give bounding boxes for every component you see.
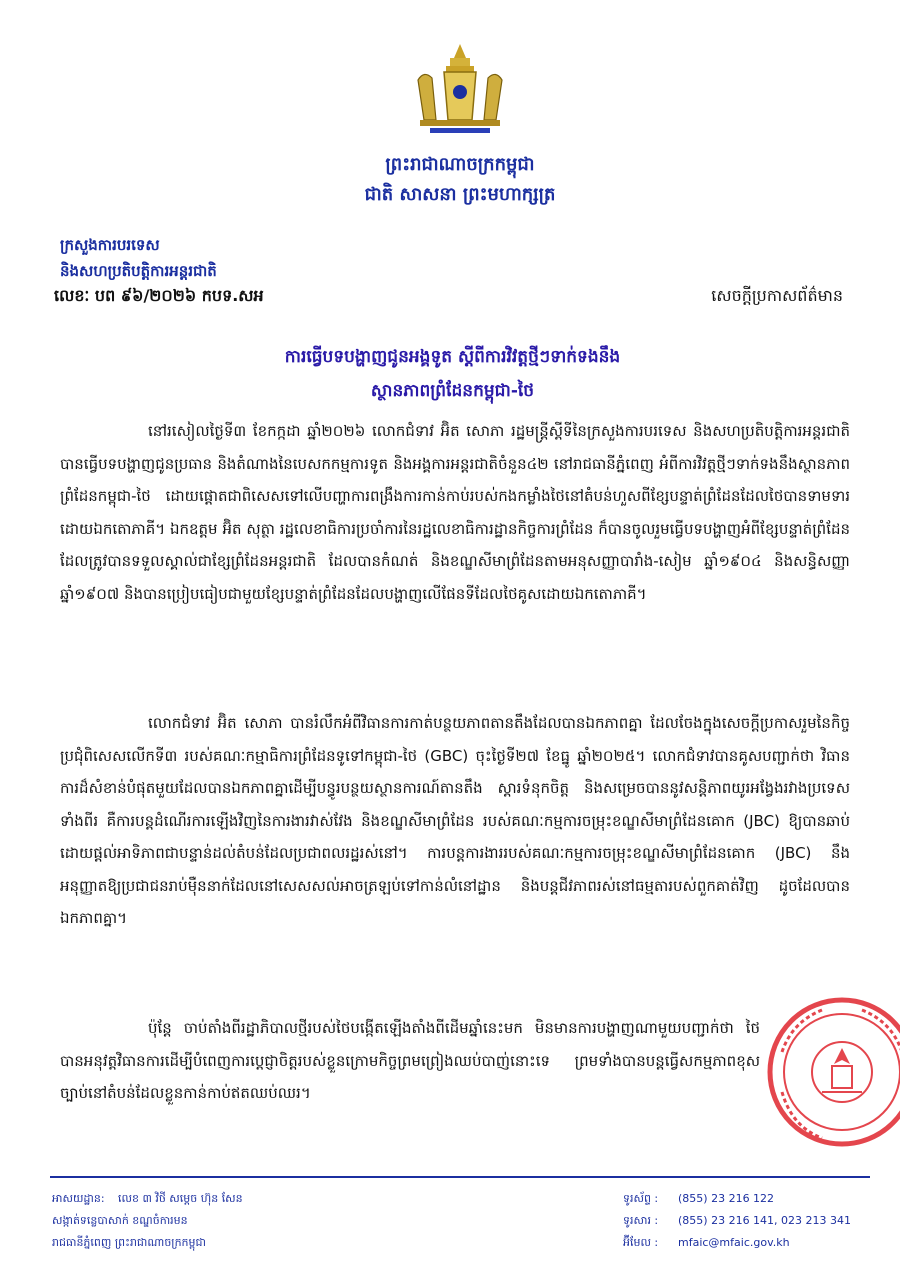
address-line-3: រាជធានីភ្នំពេញ ព្រះរាជាណាចក្រកម្ពុជា: [52, 1236, 206, 1249]
reference-number: លេខៈ បព ៩៦/២០២៦ កបទ.សអ: [54, 286, 264, 305]
ministry-name: [60, 232, 217, 284]
fax-label: ទូរសារ :: [623, 1214, 659, 1227]
address-label: អាសយដ្ឋាន:: [52, 1192, 105, 1205]
paragraph-2: លោកជំទាវ អ៊ិត សោភា បានរំលឹកអំពីវិធានការកាត់បន្ថយភាពតានតឹងដែលបានឯកភាពគ្នា ដែលចែងក្នុងសេចក្តីប្រកាសរួមនៃកិច្ចប្រជុំពិសេសលើកទី៣ របស់គណៈកម្មាធិការព្រំដែនទូទៅកម្ពុជា-ថៃ (GBC) ចុះថ្ងៃទី២៧ ខែធ្នូ ឆ្នាំ២០២៥។ លោកជំទាវបានគូសបញ្ជាក់ថា វិធានការដ៏សំខាន់បំផុតមួយដែលបានឯកភាពគ្នាដើម្បីបន្ធូរបន្ថយស្ថានការណ៍តានតឹង ស្តារទំនុកចិត្ត និងសម្រេចបាននូវសន្តិភាពយូរអង្វែងរវាងប្រទេសទាំងពីរ គឺការបន្តដំណើរការឡើងវិញនៃការងារវាស់វែង និងខណ្ឌសីមាព្រំដែន របស់គណៈកម្មការចម្រុះខណ្ឌសីមាព្រំដែនគោក (JBC) ឱ្យបានឆាប់ ដោយផ្តល់អាទិភាពជាបន្ទាន់ដល់តំបន់ដែលប្រជាពលរដ្ឋរស់នៅ។ ការបន្តការងាររបស់គណៈកម្មការចម្រុះខណ្ឌសីមាព្រំដែនគោក (JBC) នឹងអនុញ្ញាតឱ្យប្រជាជនរាប់ម៉ឺននាក់ដែលនៅសេសសល់អាចត្រឡប់ទៅកាន់លំនៅដ្ឋាន និងបន្តជីវភាពរស់នៅធម្មតារបស់ពួកគាត់វិញ ដូចដែលបានឯកភាពគ្នា។: [60, 714, 850, 927]
footer-divider: [50, 1176, 870, 1178]
phone-value: (855) 23 216 122: [678, 1192, 775, 1205]
fax-value: (855) 23 216 141, 023 213 341: [678, 1214, 852, 1227]
phone-label: ទូរស័ព្ទ :: [623, 1192, 659, 1205]
title-line-2: ស្ថានភាពព្រំដែនកម្ពុជា-ថៃ: [370, 381, 535, 401]
ministry-line-2: និងសហប្រតិបត្តិការអន្តរជាតិ: [60, 262, 217, 280]
kingdom-heading: [300, 150, 620, 210]
royal-emblem-icon: [400, 40, 520, 140]
kingdom-line-2: ជាតិ សាសនា ព្រះមហាក្សត្រ: [364, 184, 556, 205]
paragraph-3: ប៉ុន្តែ ចាប់តាំងពីរដ្ឋាភិបាលថ្មីរបស់ថៃបង្កើតឡើងតាំងពីដើមឆ្នាំនេះមក មិនមានការបង្ហាញណាមួយបញ្ជាក់ថា ថៃបានអនុវត្តវិធានការដើម្បីបំពេញការប្តេជ្ញាចិត្តរបស់ខ្លួនក្រោមកិច្ចព្រមព្រៀងឈប់បាញ់នោះទេ ព្រមទាំងបានបន្តធ្វើសកម្មភាពខុសច្បាប់នៅតំបន់ដែលខ្លួនកាន់កាប់ឥតឈប់ឈរ។: [60, 1019, 760, 1102]
address-line-2: សង្កាត់ទន្លេបាសាក់ ខណ្ឌចំការមន: [52, 1214, 188, 1227]
footer-contacts: [623, 1188, 851, 1254]
official-seal-icon: [752, 992, 900, 1152]
title-line-1: ការធ្វើបទបង្ហាញជូនអង្គទូត ស្តីពីការវិវត្តថ្មីៗទាក់ទងនឹង: [284, 347, 621, 367]
document-title: [100, 340, 805, 408]
email-label: អ៊ីមែល :: [623, 1236, 659, 1249]
footer-address: [52, 1188, 243, 1254]
document-type: សេចក្តីប្រកាសព័ត៌មាន: [711, 286, 843, 305]
email-link[interactable]: mfaic@mfaic.gov.kh: [678, 1236, 790, 1249]
kingdom-line-1: ព្រះរាជាណាចក្រកម្ពុជា: [385, 154, 535, 175]
paragraph-1: នៅរសៀលថ្ងៃទី៣ ខែកក្កដា ឆ្នាំ២០២៦ លោកជំទាវ អ៊ិត សោភា រដ្ឋមន្ត្រីស្តីទីនៃក្រសួងការបរទេស និងសហប្រតិបត្តិការអន្តរជាតិ បានធ្វើបទបង្ហាញជូនប្រធាន និងតំណាងនៃបេសកកម្មការទូត និងអង្គការអន្តរជាតិចំនួន៤២ នៅរាជធានីភ្នំពេញ អំពីការវិវត្តថ្មីៗទាក់ទងនឹងស្ថានភាពព្រំដែនកម្ពុជា-ថៃ ដោយផ្តោតជាពិសេសទៅលើបញ្ហាការពង្រឹងការកាន់កាប់របស់កងកម្លាំងថៃនៅតំបន់ហួសពីខ្សែបន្ទាត់ព្រំដែនដែលថៃបានទាមទារដោយឯកតោភាគី។ ឯកឧត្តម អ៊ិត សុត្ថា រដ្ឋលេខាធិការប្រចាំការនៃរដ្ឋលេខាធិការដ្ឋានកិច្ចការព្រំដែន ក៏បានចូលរួមធ្វើបទបង្ហាញអំពីខ្សែបន្ទាត់ព្រំដែនដែលត្រូវបានទទួលស្គាល់ជាខ្សែព្រំដែនអន្តរជាតិ ដែលបានកំណត់ និងខណ្ឌសីមាព្រំដែនតាមអនុសញ្ញាបារាំង-សៀម ឆ្នាំ១៩០៤ និងសន្ធិសញ្ញាឆ្នាំ១៩០៧ និងបានប្រៀបធៀបជាមួយខ្សែបន្ទាត់ព្រំដែនដែលបង្ហាញលើផែនទីដែលថៃគូសដោយឯកតោភាគី។: [60, 422, 850, 603]
address-line-1: លេខ ៣ វិថី សម្តេច ហ៊ុន សែន: [118, 1192, 243, 1205]
ministry-line-1: ក្រសួងការបរទេស: [60, 236, 160, 254]
